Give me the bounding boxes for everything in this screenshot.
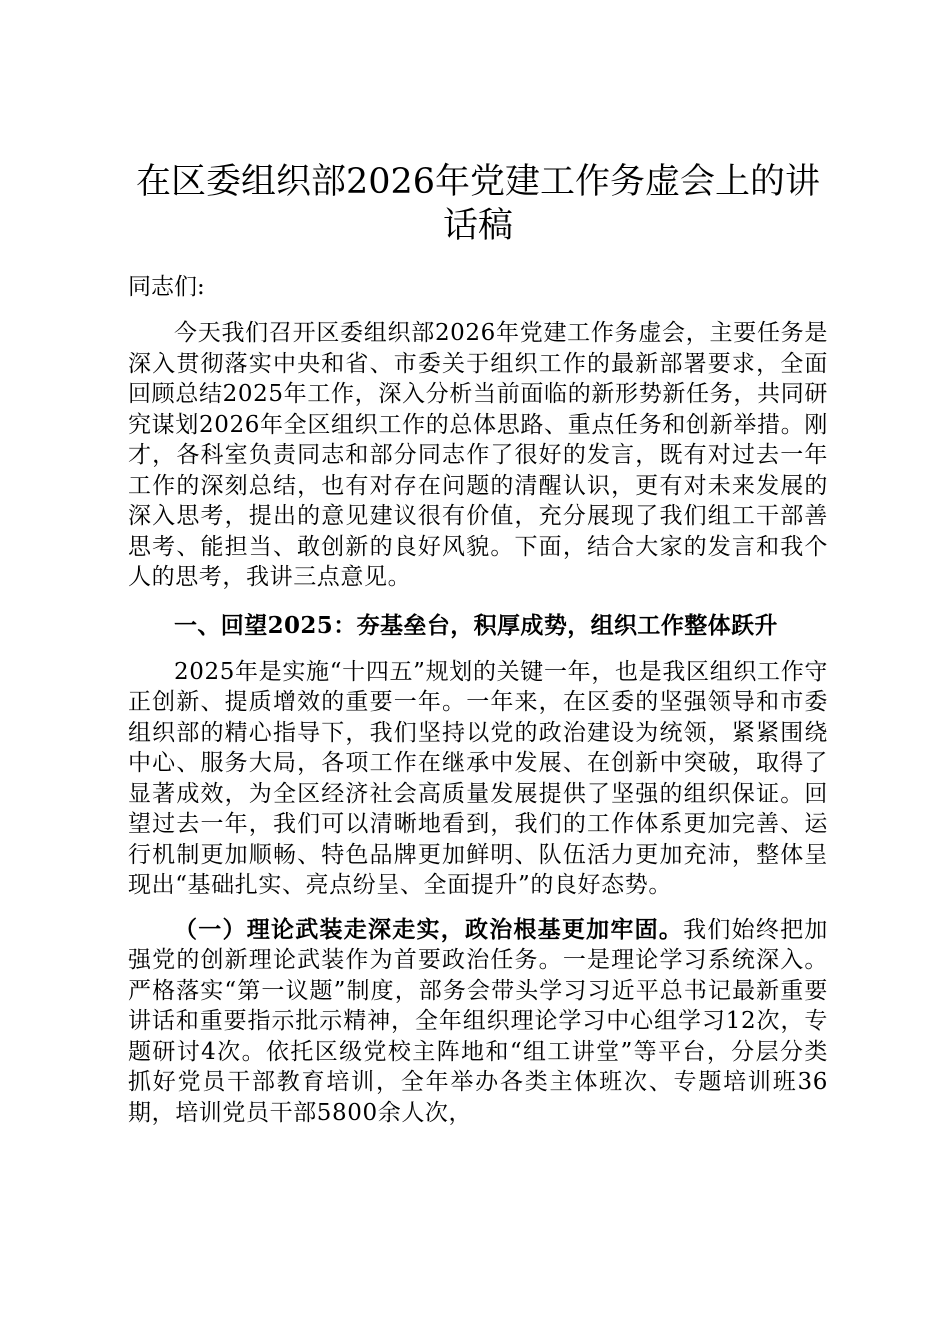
subsection-1-body: 我们始终把加强党的创新理论武装作为首要政治任务。一是理论学习系统深入。严格落实“第一议题”制度，部务会带头学习习近平总书记最新重要讲话和重要指示批示精神，全年组织理论学习中心组学习12次，专题研讨4次。依托区级党校主阵地和“组工讲堂”等平台，分层分类抓好党员干部教育培训，全年举办各类主体班次、专题培训班36期，培训党员干部5800余人次， <box>128 916 828 1126</box>
document-body <box>128 160 828 1128</box>
intro-paragraph: 今天我们召开区委组织部2026年党建工作务虚会，主要任务是深入贯彻落实中央和省、市委关于组织工作的最新部署要求，全面回顾总结2025年工作，深入分析当前面临的新形势新任务，共同研究谋划2026年全区组织工作的总体思路、重点任务和创新举措。刚才，各科室负责同志和部分同志作了很好的发言，既有对过去一年工作的深刻总结，也有对存在问题的清醒认识，更有对未来发展的深入思考，提出的意见建议很有价值，充分展现了我们组工干部善思考、能担当、敢创新的良好风貌。下面，结合大家的发言和我个人的思考，我讲三点意见。 <box>128 320 828 590</box>
salutation: 同志们: <box>128 274 205 300</box>
section-heading-1: 一、回望2025：夯基垒台，积厚成势，组织工作整体跃升 <box>174 611 778 639</box>
subsection-1-paragraph <box>128 915 828 1129</box>
section-1-paragraph: 2025年是实施“十四五”规划的关键一年，也是我区组织工作守正创新、提质增效的重要一年。一年来，在区委的坚强领导和市委组织部的精心指导下，我们坚持以党的政治建设为统领，紧紧围绕中心、服务大局，各项工作在继承中发展、在创新中突破，取得了显著成效，为全区经济社会高质量发展提供了坚强的组织保证。回望过去一年，我们可以清晰地看到，我们的工作体系更加完善、运行机制更加顺畅、特色品牌更加鲜明、队伍活力更加充沛，整体呈现出“基础扎实、亮点纷呈、全面提升”的良好态势。 <box>128 658 828 898</box>
document-title: 在区委组织部2026年党建工作务虚会上的讲话稿 <box>135 162 821 246</box>
subsection-1-lead: （一）理论武装走深走实，政治根基更加牢固。 <box>174 915 684 943</box>
